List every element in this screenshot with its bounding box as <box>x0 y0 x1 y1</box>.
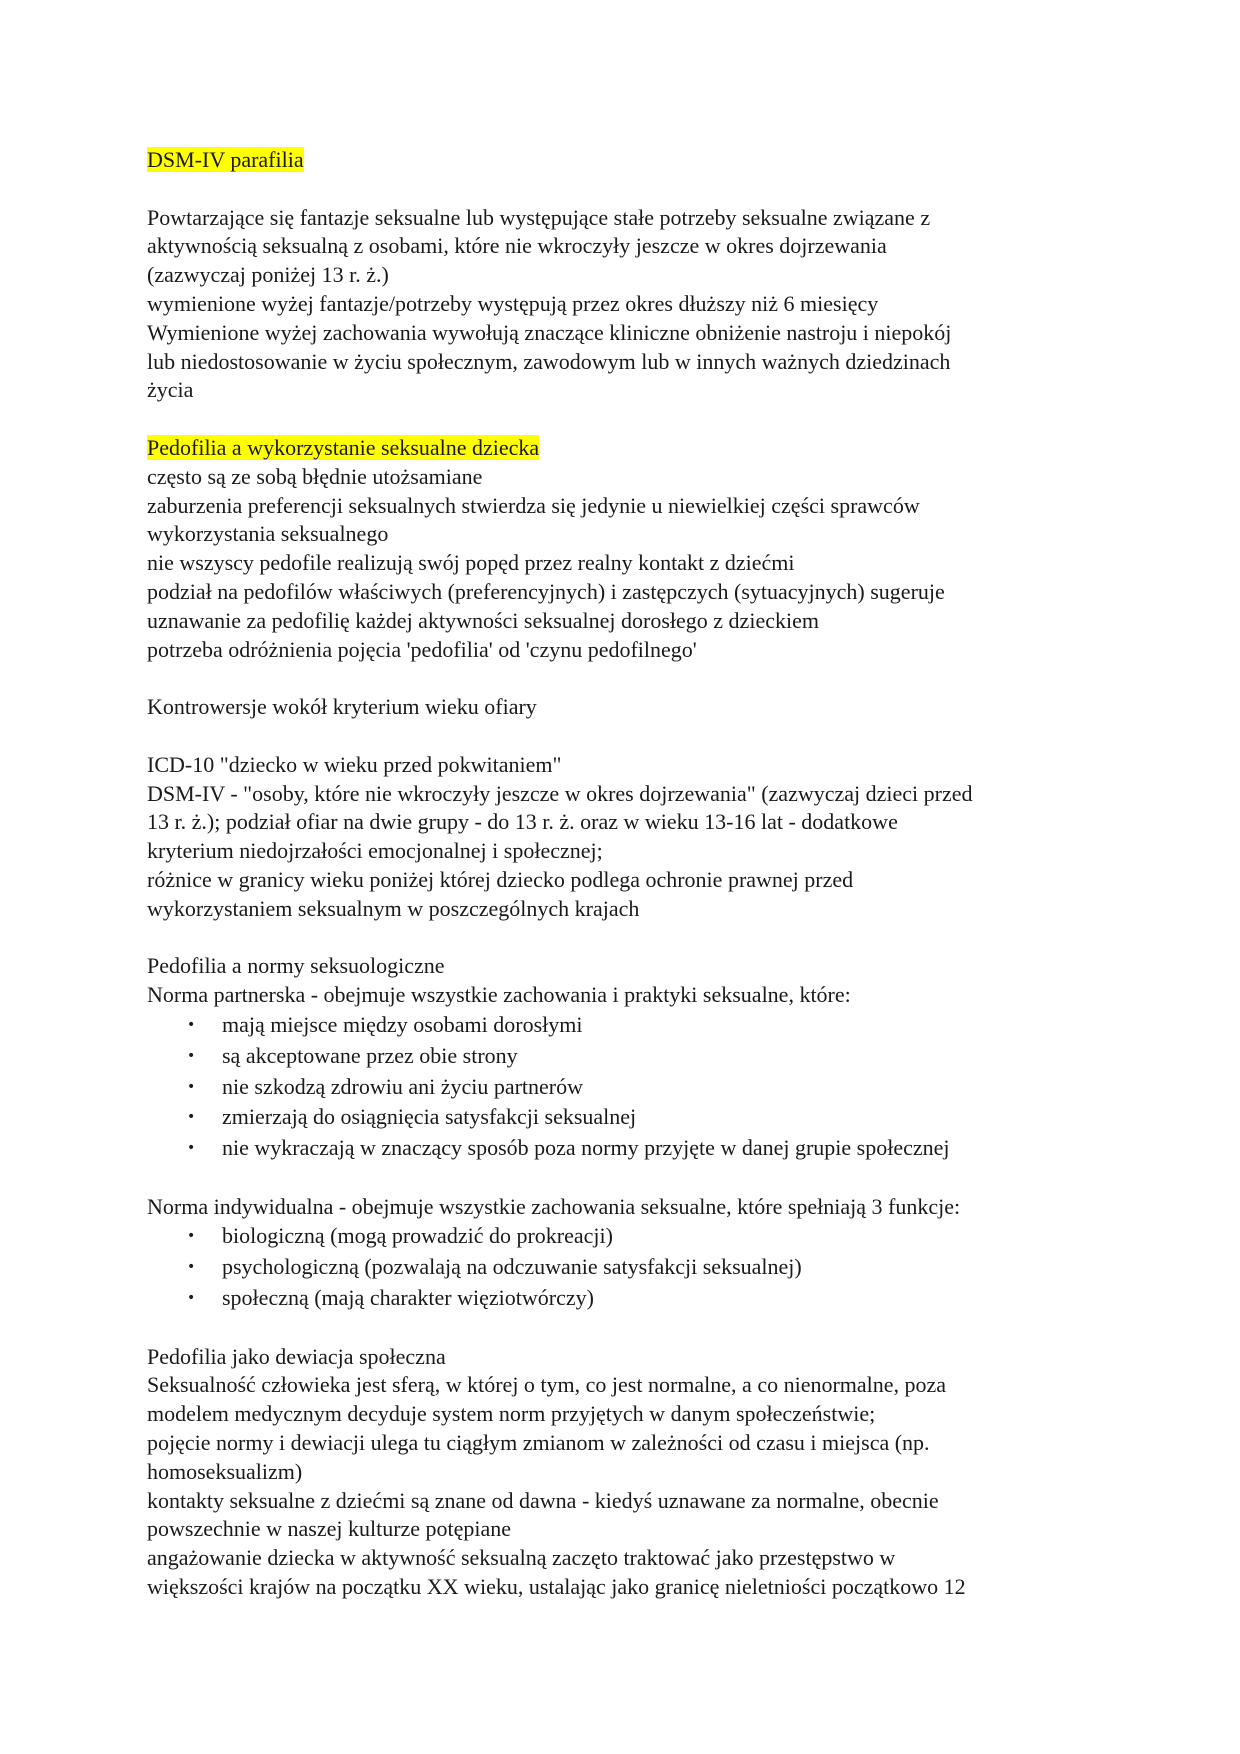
text-line: homoseksualizm) <box>147 1458 303 1484</box>
text-line: nie wszyscy pedofile realizują swój popęd przez realny kontakt z dziećmi <box>147 550 795 576</box>
blank-line <box>147 405 1107 434</box>
bullet-icon: • <box>187 1140 196 1157</box>
section-heading <box>147 146 1107 175</box>
text-line: wykorzystaniem seksualnym w poszczególnych krajach <box>147 895 640 921</box>
list-item <box>147 1010 1107 1041</box>
document-page <box>147 146 1107 1602</box>
bullet-list <box>147 1010 1107 1164</box>
text-line: potrzeba odróżnienia pojęcia 'pedofilia' od 'czynu pedofilnego' <box>147 636 697 662</box>
text-line: angażowanie dziecka w aktywność seksualną zaczęto traktować jako przestępstwo w <box>147 1545 896 1571</box>
bullet-icon: • <box>187 1078 196 1095</box>
text-line: życia <box>147 377 194 403</box>
text-line: większości krajów na początku XX wieku, ustalając jako granicę nieletniości początkowo 12 <box>147 1574 966 1600</box>
text-line: kryterium niedojrzałości emocjonalnej i społecznej; <box>147 838 603 864</box>
section-heading: Kontrowersje wokół kryterium wieku ofiary <box>147 694 537 720</box>
bullet-icon: • <box>187 1290 196 1307</box>
list-item-text: społeczną (mają charakter więziotwórczy) <box>222 1285 594 1311</box>
list-item <box>147 1283 1107 1314</box>
list-item-text: nie szkodzą zdrowiu ani życiu partnerów <box>222 1073 584 1099</box>
text-line: DSM-IV - "osoby, które nie wkroczyły jeszcze w okres dojrzewania" (zazwyczaj dzieci przed <box>147 780 973 806</box>
list-item-text: są akceptowane przez obie strony <box>222 1042 518 1068</box>
text-line: wykorzystania seksualnego <box>147 521 389 547</box>
list-item <box>147 1041 1107 1072</box>
text-line: często są ze sobą błędnie utożsamiane <box>147 463 483 489</box>
list-item <box>147 1252 1107 1283</box>
text-line: lub niedostosowanie w życiu społecznym, zawodowym lub w innych ważnych dziedzinach <box>147 348 951 374</box>
list-item <box>147 1133 1107 1164</box>
list-item-text: mają miejsce między osobami dorosłymi <box>222 1011 583 1037</box>
list-item <box>147 1221 1107 1252</box>
list-item-text: zmierzają do osiągnięcia satysfakcji seksualnej <box>222 1104 637 1130</box>
section-heading: Pedofilia a normy seksuologiczne <box>147 953 445 979</box>
blank-line <box>147 175 1107 204</box>
bullet-icon: • <box>187 1109 196 1126</box>
blank-line <box>147 1164 1107 1193</box>
highlighted-heading: Pedofilia a wykorzystanie seksualne dziecka <box>147 434 540 460</box>
bullet-icon: • <box>187 1016 196 1033</box>
list-intro: Norma partnerska - obejmuje wszystkie zachowania i praktyki seksualne, które: <box>147 982 851 1008</box>
text-line: ICD-10 "dziecko w wieku przed pokwitaniem" <box>147 751 562 777</box>
list-item-text: nie wykraczają w znaczący sposób poza normy przyjęte w danej grupie społecznej <box>222 1135 950 1161</box>
bullet-icon: • <box>187 1047 196 1064</box>
blank-line <box>147 664 1107 693</box>
text-line: podział na pedofilów właściwych (preferencyjnych) i zastępczych (sytuacyjnych) sugeruje <box>147 578 945 604</box>
list-intro: Norma indywidualna - obejmuje wszystkie zachowania seksualne, które spełniają 3 funkcje: <box>147 1193 961 1219</box>
text-line: Seksualność człowieka jest sferą, w której o tym, co jest normalne, a co nienormalne, poza <box>147 1372 947 1398</box>
blank-line <box>147 924 1107 953</box>
text-line: powszechnie w naszej kulturze potępiane <box>147 1516 512 1542</box>
section-heading: Pedofilia jako dewiacja społeczna <box>147 1343 446 1369</box>
text-line: uznawanie za pedofilię każdej aktywności seksualnej dorosłego z dzieckiem <box>147 607 819 633</box>
bullet-icon: • <box>187 1228 196 1245</box>
text-line: różnice w granicy wieku poniżej której dziecko podlega ochronie prawnej przed <box>147 866 854 892</box>
list-item <box>147 1072 1107 1103</box>
text-line: aktywnością seksualną z osobami, które nie wkroczyły jeszcze w okres dojrzewania <box>147 233 887 259</box>
text-line: zaburzenia preferencji seksualnych stwierdza się jedynie u niewielkiej części sprawców <box>147 492 920 518</box>
text-line: Wymienione wyżej zachowania wywołują znaczące kliniczne obniżenie nastroju i niepokój <box>147 319 952 345</box>
bullet-icon: • <box>187 1259 196 1276</box>
blank-line <box>147 1314 1107 1343</box>
list-item <box>147 1102 1107 1133</box>
text-line: Powtarzające się fantazje seksualne lub występujące stałe potrzeby seksualne związane z <box>147 204 931 230</box>
text-line: (zazwyczaj poniżej 13 r. ż.) <box>147 262 389 288</box>
text-line: 13 r. ż.); podział ofiar na dwie grupy - do 13 r. ż. oraz w wieku 13-16 lat - dodatkowe <box>147 809 898 835</box>
text-line: pojęcie normy i dewiacji ulega tu ciągłym zmianom w zależności od czasu i miejsca (np. <box>147 1430 930 1456</box>
text-line: modelem medycznym decyduje system norm przyjętych w danym społeczeństwie; <box>147 1401 876 1427</box>
highlighted-heading: DSM-IV parafilia <box>147 147 304 172</box>
bullet-list <box>147 1221 1107 1313</box>
text-line: wymienione wyżej fantazje/potrzeby występują przez okres dłuższy niż 6 miesięcy <box>147 290 879 316</box>
text-line: kontakty seksualne z dziećmi są znane od dawna - kiedyś uznawane za normalne, obecnie <box>147 1487 939 1513</box>
list-item-text: biologiczną (mogą prowadzić do prokreacji) <box>222 1223 613 1249</box>
section-heading <box>147 434 1107 463</box>
list-item-text: psychologiczną (pozwalają na odczuwanie satysfakcji seksualnej) <box>222 1254 802 1280</box>
blank-line <box>147 722 1107 751</box>
